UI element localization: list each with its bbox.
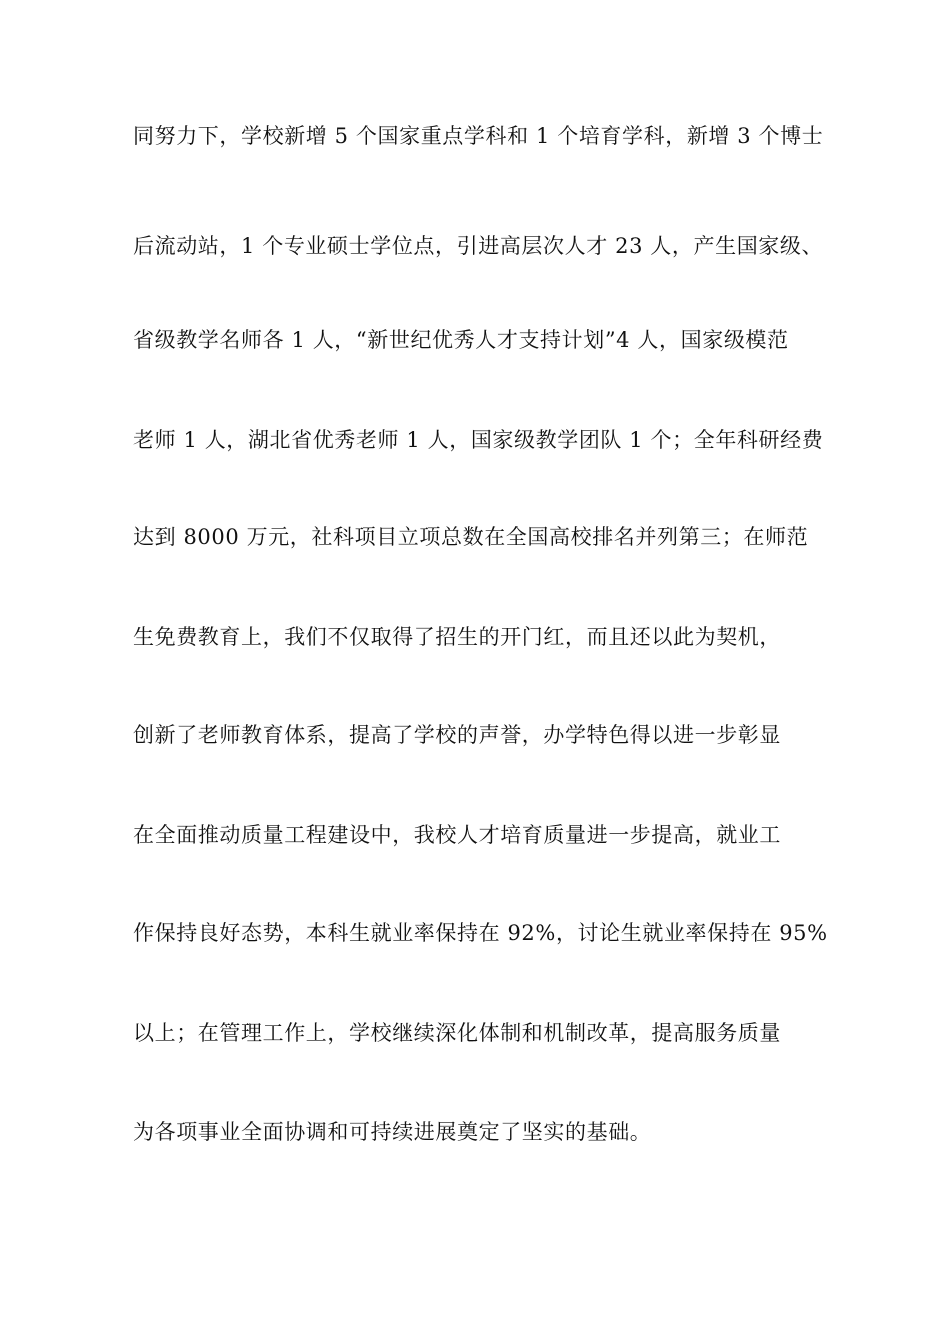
text-line-5: 达到 8000 万元，社科项目立项总数在全国高校排名并列第三；在师范 [133,525,809,549]
text-line-3: 省级教学名师各 1 人，“新世纪优秀人才支持计划”4 人，国家级模范 [133,328,789,352]
text-line-2: 后流动站，1 个专业硕士学位点，引进高层次人才 23 人，产生国家级、 [133,234,824,258]
text-line-10: 以上；在管理工作上，学校继续深化体制和机制改革，提高服务质量 [133,1021,781,1045]
text-line-1: 同努力下，学校新增 5 个国家重点学科和 1 个培育学科，新增 3 个博士 [133,124,824,148]
text-line-8: 在全面推动质量工程建设中，我校人才培育质量进一步提高，就业工 [133,823,781,847]
text-line-7: 创新了老师教育体系，提高了学校的声誉，办学特色得以进一步彰显 [133,723,781,747]
text-line-4: 老师 1 人，湖北省优秀老师 1 人，国家级教学团队 1 个；全年科研经费 [133,428,824,452]
text-line-11: 为各项事业全面协调和可持续进展奠定了坚实的基础。 [133,1120,652,1144]
text-line-6: 生免费教育上，我们不仅取得了招生的开门红，而且还以此为契机， [133,625,781,649]
text-line-9: 作保持良好态势，本科生就业率保持在 92%，讨论生就业率保持在 95% [133,921,828,945]
